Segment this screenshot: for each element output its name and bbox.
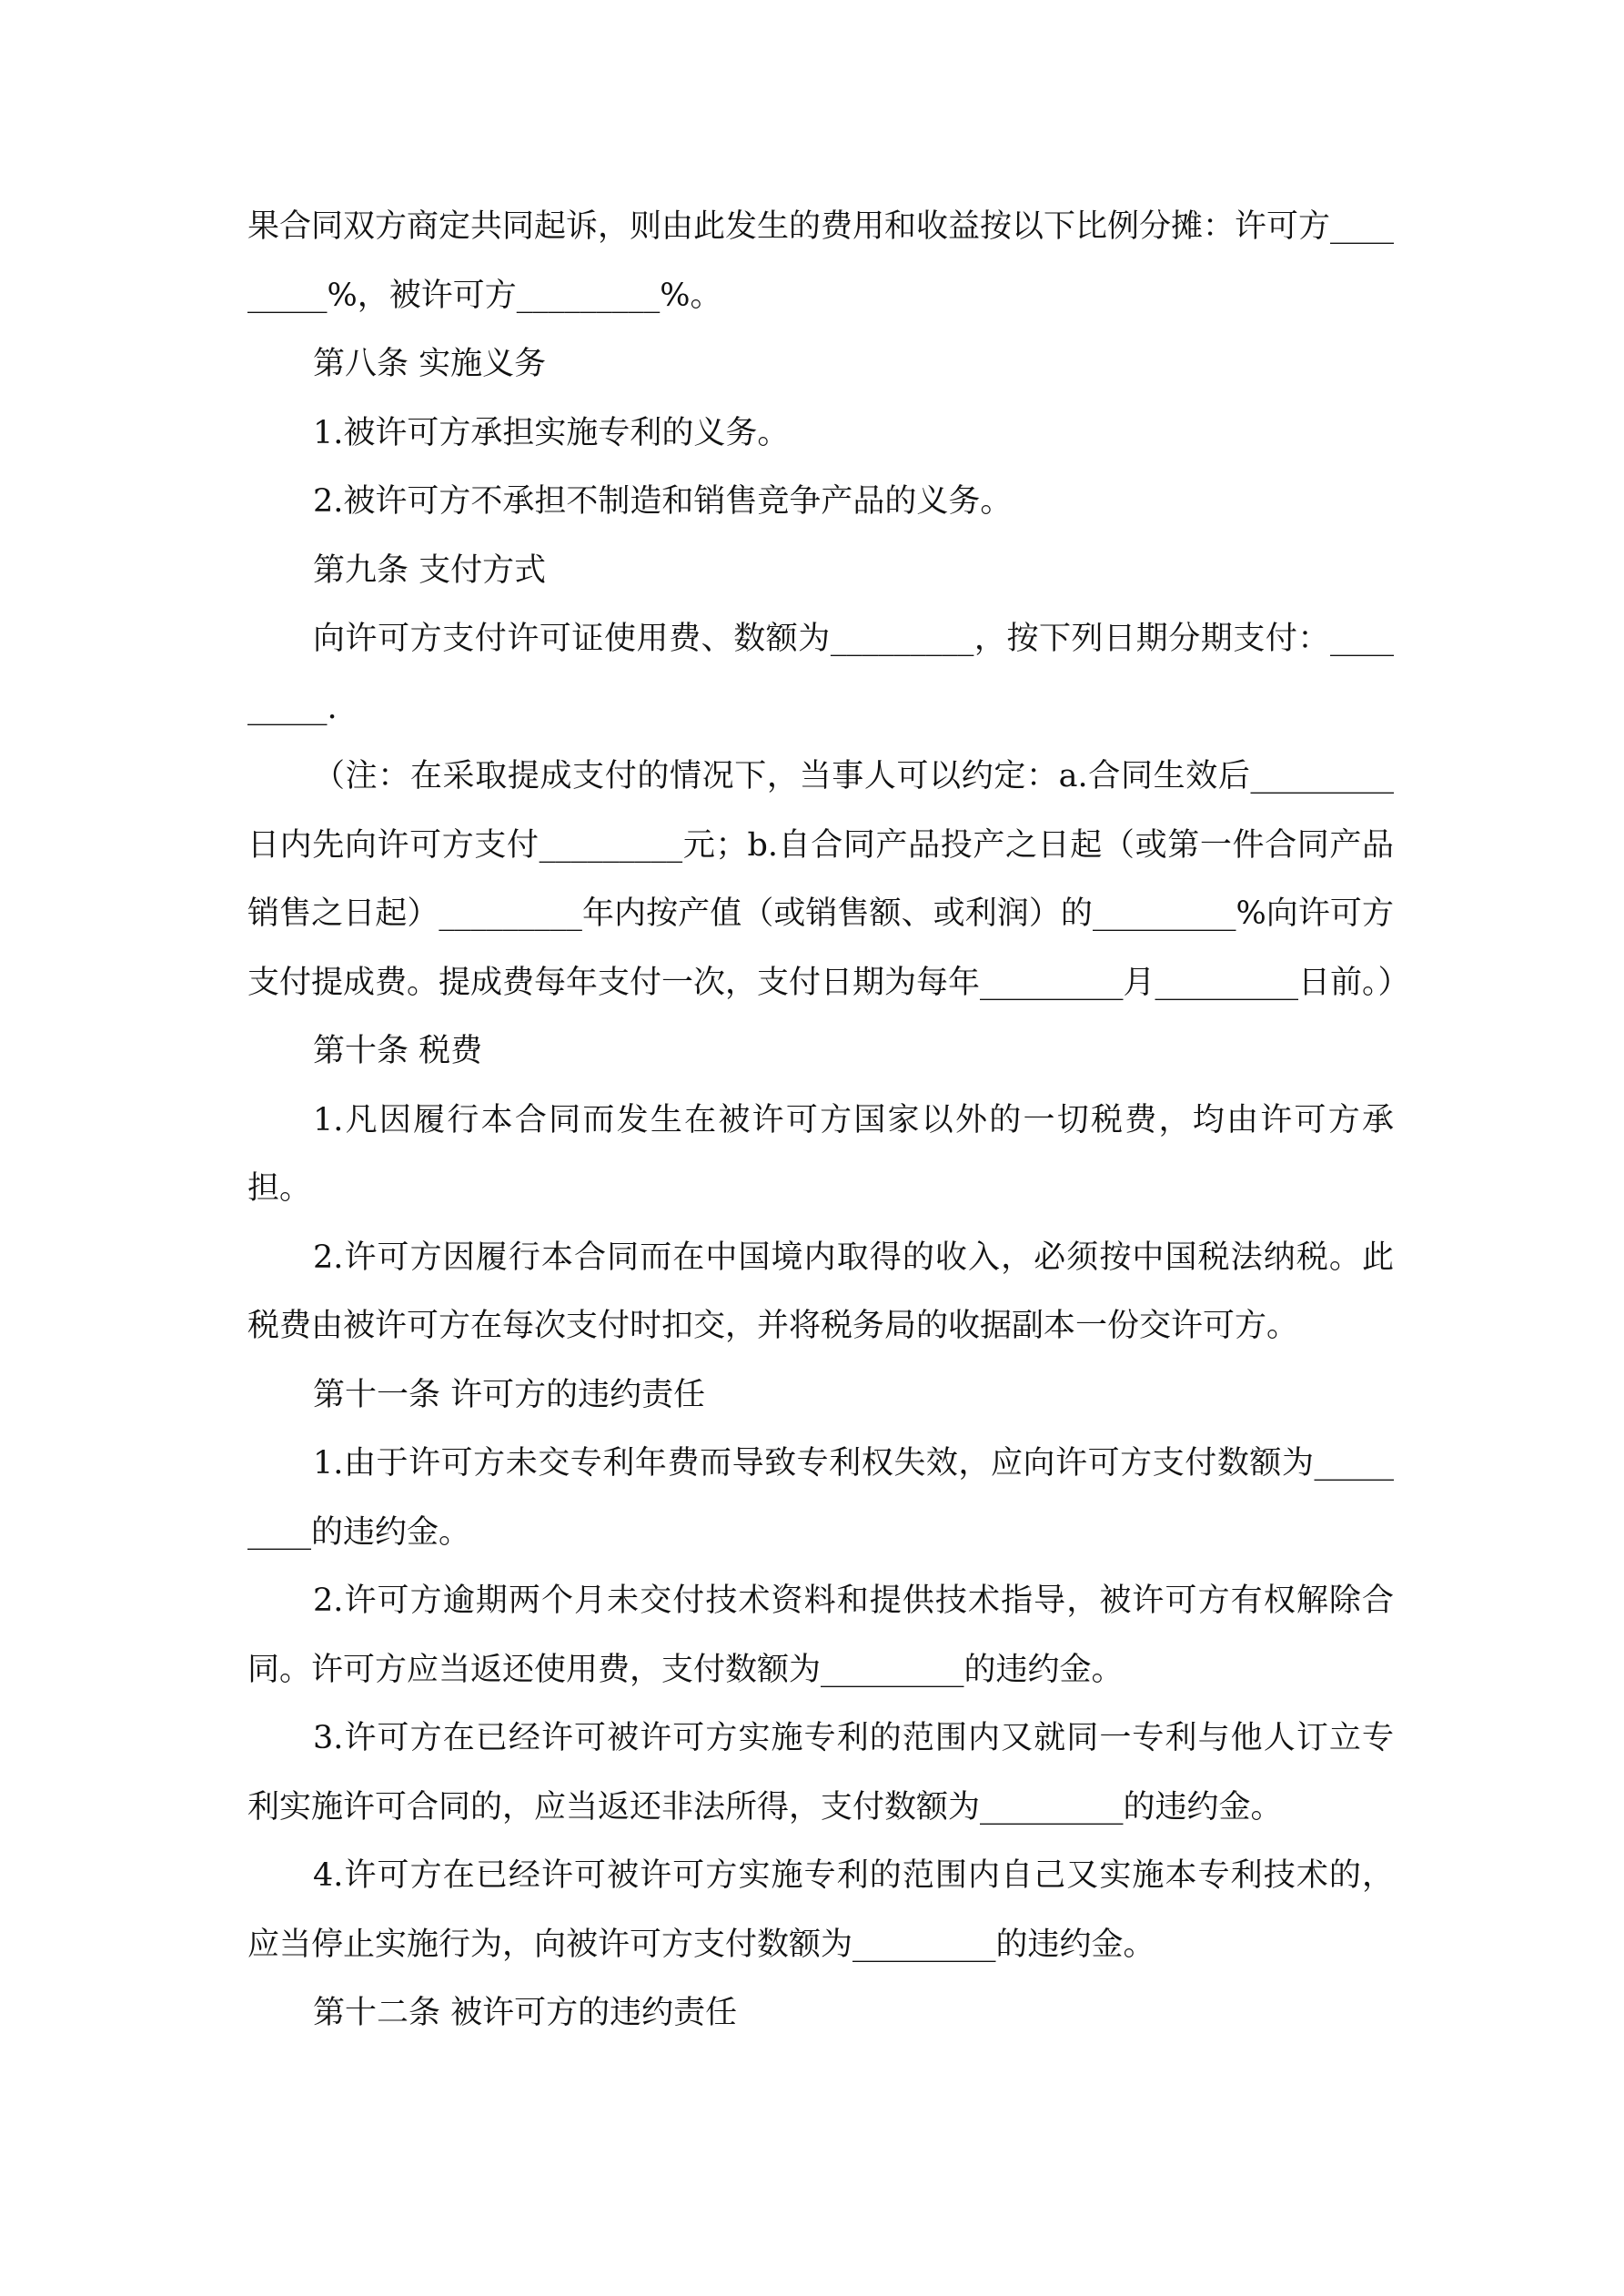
- article-11-clause-2: 2.许可方逾期两个月未交付技术资料和提供技术指导，被许可方有权解除合同。许可方应当返还使用费，支付数额为_________的违约金。: [247, 1583, 1394, 1688]
- article-10-heading: 第十条 税费: [313, 1033, 483, 1069]
- article-12-heading: 第十二条 被许可方的违约责任: [313, 1995, 738, 2031]
- article-8-clause-1: 1.被许可方承担实施专利的义务。: [313, 414, 790, 451]
- article-11-clause-1: 1.由于许可方未交专利年费而导致专利权失效，应向许可方支付数额为_________的违约金。: [247, 1445, 1394, 1551]
- article-11-clause-4: 4.许可方在已经许可被许可方实施专利的范围内自己又实施本专利技术的，应当停止实施行为，向被许可方支付数额为_________的违约金。: [247, 1857, 1394, 1963]
- article-11-clause-3: 3.许可方在已经许可被许可方实施专利的范围内又就同一专利与他人订立专利实施许可合同的，应当返还非法所得，支付数额为_________的违约金。: [247, 1720, 1394, 1826]
- article-9-note: （注：在采取提成支付的情况下，当事人可以约定：a.合同生效后_________日内先向许可方支付_________元；b.自合同产品投产之日起（或第一件合同产品销售之日起）_________年内按产值（或销售额、或利润）的_________%向许可方支付提成费。提成费每年支付一次，支付日期为每年_________月_________日前。）: [247, 758, 1410, 1001]
- article-8-clause-2: 2.被许可方不承担不制造和销售竞争产品的义务。: [313, 483, 1013, 520]
- article-10-clause-1: 1.凡因履行本合同而发生在被许可方国家以外的一切税费，均由许可方承担。: [247, 1101, 1394, 1207]
- article-11-heading: 第十一条 许可方的违约责任: [313, 1376, 706, 1413]
- article-10-clause-2: 2.许可方因履行本合同而在中国境内取得的收入，必须按中国税法纳税。此税费由被许可方在每次支付时扣交，并将税务局的收据副本一份交许可方。: [247, 1239, 1394, 1344]
- article-8-heading: 第八条 实施义务: [313, 346, 547, 382]
- paragraph-lawsuit-cost-split: 果合同双方商定共同起诉，则由此发生的费用和收益按以下比例分摊：许可方_________%，被许可方_________%。: [247, 208, 1395, 314]
- article-9-heading: 第九条 支付方式: [313, 551, 547, 589]
- document-page: [247, 193, 1410, 2048]
- article-9-payment-clause: 向许可方支付许可证使用费、数额为_________，按下列日期分期支付：_________.: [247, 621, 1394, 726]
